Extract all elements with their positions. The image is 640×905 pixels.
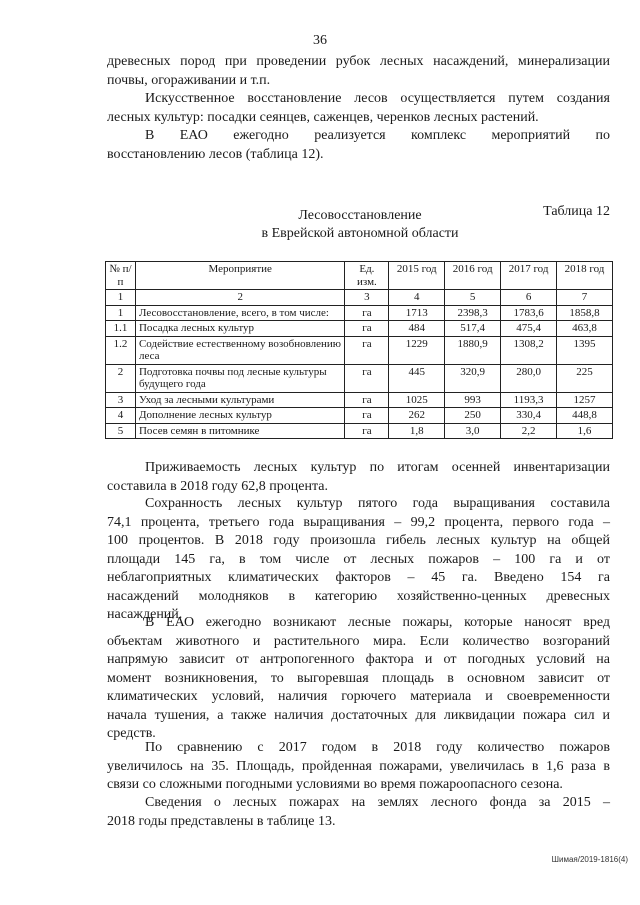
row-activity: Уход за лесными культурами — [135, 392, 345, 408]
row-value-2016: 517,4 — [445, 321, 501, 337]
row-value-2015: 484 — [389, 321, 445, 337]
text-line: Сведения о лесных пожарах на землях лесного фонда за 2015 – — [145, 795, 610, 810]
row-activity: Содействие естественному возобновлению леса — [135, 336, 345, 364]
column-number-cell: 4 — [389, 290, 445, 306]
paragraph-continuation — [107, 53, 610, 90]
text-line: 100 процентов. В 2018 году произошла гибель лесных культур на общей — [107, 533, 610, 548]
row-number: 1.1 — [106, 321, 136, 337]
text-line: насаждений. — [107, 607, 183, 622]
row-value-2016: 993 — [445, 392, 501, 408]
paragraph-comparison — [107, 739, 610, 795]
text-line: объектам животного и растительного мира. Если количество возгораний — [107, 633, 610, 649]
paragraph-survival-rate — [107, 459, 610, 496]
paragraph-forest-fires — [107, 614, 610, 744]
header-cell: № п/п — [106, 262, 136, 290]
paragraph-eao-measures — [107, 127, 610, 164]
column-number-cell: 6 — [501, 290, 557, 306]
row-number: 2 — [106, 364, 136, 392]
row-activity: Подготовка почвы под лесные культуры будущего года — [135, 364, 345, 392]
text-line: Приживаемость лесных культур по итогам осенней инвентаризации — [145, 460, 610, 475]
column-number-cell: 7 — [557, 290, 613, 306]
text-line: древесных пород при проведении рубок лесных насаждений, минерализации — [107, 54, 610, 69]
page-number: 36 — [313, 33, 327, 48]
text-line: лесных культур: посадки сеянцев, саженцев, черенков лесных растений. — [107, 109, 539, 125]
table-row — [106, 423, 613, 439]
text-line: напрямую зависит от антропогенного фактора и от погодных условий на — [107, 652, 610, 667]
text-line: неблагоприятных климатических факторов – 45 га. Введено 154 га — [107, 570, 610, 585]
row-value-2018: 225 — [557, 364, 613, 392]
document-stamp: Шимая/2019-1816(4) — [551, 855, 628, 864]
row-unit: га — [345, 321, 389, 337]
header-cell: 2018 год — [557, 262, 613, 290]
header-cell: 2015 год — [389, 262, 445, 290]
text-line: связи со сложными погодными условиями во время пожароопасного сезона. — [107, 777, 563, 792]
table-header-row — [106, 262, 613, 290]
table-column-number-row — [106, 290, 613, 306]
row-activity: Посадка лесных культур — [135, 321, 345, 337]
row-value-2017: 280,0 — [501, 364, 557, 392]
row-number: 4 — [106, 408, 136, 424]
row-value-2016: 250 — [445, 408, 501, 424]
table-row — [106, 364, 613, 392]
row-value-2018: 463,8 — [557, 321, 613, 337]
row-number: 5 — [106, 423, 136, 439]
row-value-2015: 1025 — [389, 392, 445, 408]
text-line: В ЕАО ежегодно возникают лесные пожары, которые наносят вред — [145, 615, 610, 630]
row-activity: Лесовосстановление, всего, в том числе: — [135, 305, 345, 321]
text-line: 2018 годы представлены в таблице 13. — [107, 813, 336, 829]
text-line: Искусственное восстановление лесов осуществляется путем создания — [145, 91, 610, 106]
row-value-2016: 320,9 — [445, 364, 501, 392]
row-unit: га — [345, 305, 389, 321]
text-line: средств. — [107, 726, 156, 741]
row-unit: га — [345, 392, 389, 408]
reforestation-table — [105, 261, 613, 439]
table-row — [106, 408, 613, 424]
row-value-2018: 1257 — [557, 392, 613, 408]
text-line: составила в 2018 году 62,8 процента. — [107, 478, 328, 494]
text-line: 74,1 процента, третьего года выращивания – 99,2 процента, первого года – — [107, 514, 610, 530]
column-number-cell: 1 — [106, 290, 136, 306]
row-value-2017: 1193,3 — [501, 392, 557, 408]
row-value-2015: 262 — [389, 408, 445, 424]
row-unit: га — [345, 408, 389, 424]
table-label: Таблица 12 — [543, 204, 610, 219]
row-activity: Дополнение лесных культур — [135, 408, 345, 424]
text-line: климатических условий, наличия горючего материала и своевременности — [107, 689, 610, 704]
text-line: увеличилось на 35. Площадь, пройденная пожарами, увеличилась в 1,6 раза в — [107, 758, 610, 774]
paragraph-fire-info — [107, 794, 610, 831]
row-value-2016: 2398,3 — [445, 305, 501, 321]
row-value-2015: 1713 — [389, 305, 445, 321]
text-line: почвы, огораживании и т.п. — [107, 72, 271, 88]
row-activity: Посев семян в питомнике — [135, 423, 345, 439]
table-row — [106, 305, 613, 321]
column-number-cell: 5 — [445, 290, 501, 306]
header-cell: 2017 год — [501, 262, 557, 290]
row-value-2017: 1783,6 — [501, 305, 557, 321]
row-unit: га — [345, 423, 389, 439]
row-value-2017: 1308,2 — [501, 336, 557, 364]
row-value-2016: 3,0 — [445, 423, 501, 439]
row-value-2018: 1395 — [557, 336, 613, 364]
column-number-cell: 3 — [345, 290, 389, 306]
table-row — [106, 392, 613, 408]
text-line: момент возникновения, то выгоревшая площадь в основном зависит от — [107, 670, 610, 686]
table-title-line: в Еврейской автономной области — [261, 226, 459, 241]
column-number-cell: 2 — [135, 290, 345, 306]
text-line: насаждений молодняков в категорию хозяйственно-ценных древесных — [107, 588, 610, 604]
text-line: В ЕАО ежегодно реализуется комплекс мероприятий по — [145, 128, 610, 143]
row-value-2017: 475,4 — [501, 321, 557, 337]
row-value-2018: 448,8 — [557, 408, 613, 424]
row-value-2016: 1880,9 — [445, 336, 501, 364]
row-value-2015: 1,8 — [389, 423, 445, 439]
header-cell: 2016 год — [445, 262, 501, 290]
row-unit: га — [345, 364, 389, 392]
table-row — [106, 336, 613, 364]
header-cell: Мероприятие — [135, 262, 345, 290]
header-cell: Ед. изм. — [345, 262, 389, 290]
row-number: 3 — [106, 392, 136, 408]
paragraph-preservation — [107, 495, 610, 625]
table-title-line: Лесовосстановление — [298, 208, 422, 223]
text-line: По сравнению с 2017 годом в 2018 году количество пожаров — [145, 740, 610, 755]
row-number: 1 — [106, 305, 136, 321]
row-value-2018: 1858,8 — [557, 305, 613, 321]
table-row — [106, 321, 613, 337]
paragraph-artificial-reforestation — [107, 90, 610, 127]
row-value-2017: 2,2 — [501, 423, 557, 439]
row-unit: га — [345, 336, 389, 364]
row-number: 1.2 — [106, 336, 136, 364]
table-title — [0, 207, 640, 243]
text-line: площади 145 га, в том числе от лесных пожаров – 100 га и от — [107, 551, 610, 567]
text-line: начала тушения, а также наличия достаточных для ликвидации пожара сил и — [107, 707, 610, 723]
row-value-2015: 1229 — [389, 336, 445, 364]
text-line: восстановлению лесов (таблица 12). — [107, 146, 324, 162]
row-value-2015: 445 — [389, 364, 445, 392]
row-value-2018: 1,6 — [557, 423, 613, 439]
text-line: Сохранность лесных культур пятого года выращивания составила — [145, 496, 610, 511]
row-value-2017: 330,4 — [501, 408, 557, 424]
